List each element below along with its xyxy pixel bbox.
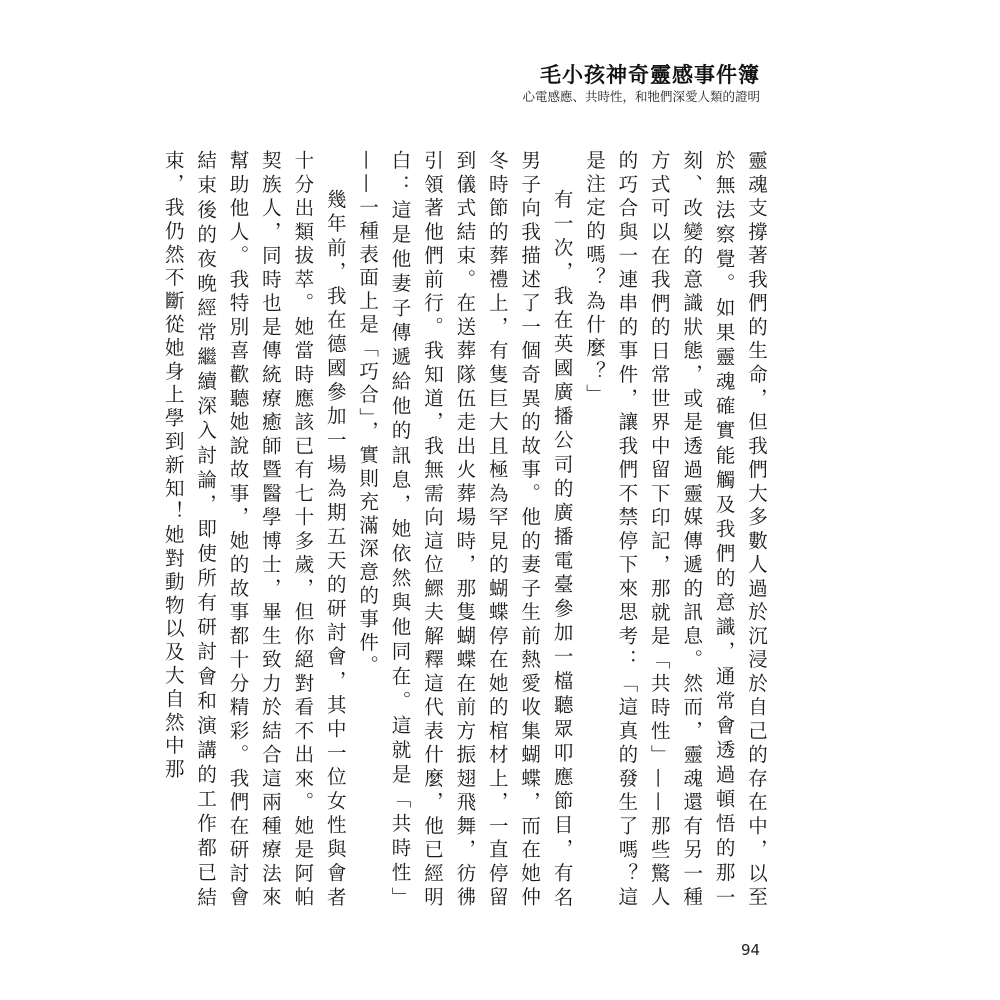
- book-subtitle: 心電感應、共時性，和牠們深愛人類的證明: [522, 89, 760, 104]
- paragraph-soul-synchronicity: 靈魂支撐著我們的生命，但我們大多數人過於沉浸於自己的存在中，以至於無法察覺。如果靈魂確實能觸及我們的意識，通常會透過頓悟的那一刻、改變的意識狀態，或是透過靈媒傳遞的訊息。然而，靈魂還有另一種方式可以在我們的日常世界中留下印記，那就是「共時性」——那些驚人的巧合與一連串的事件，讓我們不禁停下來思考：「這真的發生了嗎？這是注定的嗎？為什麼？」: [582, 150, 768, 910]
- book-title: 毛小孩神奇靈感事件簿: [540, 62, 760, 87]
- paragraph-germany-seminar: 幾年前，我在德國參加一場為期五天的研討會，其中一位女性與會者十分出類拔萃。她當時應該已有七十多歲，但你絕對看不出來。她是阿帕契族人，同時也是傳統療癒師暨醫學博士，畢生致力於結合這兩種療法來幫助他人。我特別喜歡聽她說故事，她的故事都十分精彩。我們在研討會結束後的夜晚經常繼續深入討論，即使所有研討會和演講的工作都已結束，我仍然不斷從她身上學到新知！她對動物以及大自然中那: [161, 150, 347, 910]
- page-number: 94: [741, 941, 761, 959]
- vertical-body-text: [156, 150, 772, 910]
- running-header: [522, 62, 760, 105]
- paragraph-butterfly-story: 有一次，我在英國廣播公司的廣播電臺參加一檔聽眾叩應節目，有名男子向我描述了一個奇異的故事。他的妻子生前熱愛收集蝴蝶，而在她仲冬時節的葬禮上，有隻巨大且極為罕見的蝴蝶停在她的棺材上，一直停留到儀式結束。在送葬隊伍走出火葬場時，那隻蝴蝶在前方振翅飛舞，彷彿引領著他們前行。我知道，我無需向這位鰥夫解釋這代表什麼，他已經明白：這是他妻子傳遞給他的訊息，她依然與他同在。這就是「共時性」——一種表面上是「巧合」，實則充滿深意的事件。: [356, 150, 574, 910]
